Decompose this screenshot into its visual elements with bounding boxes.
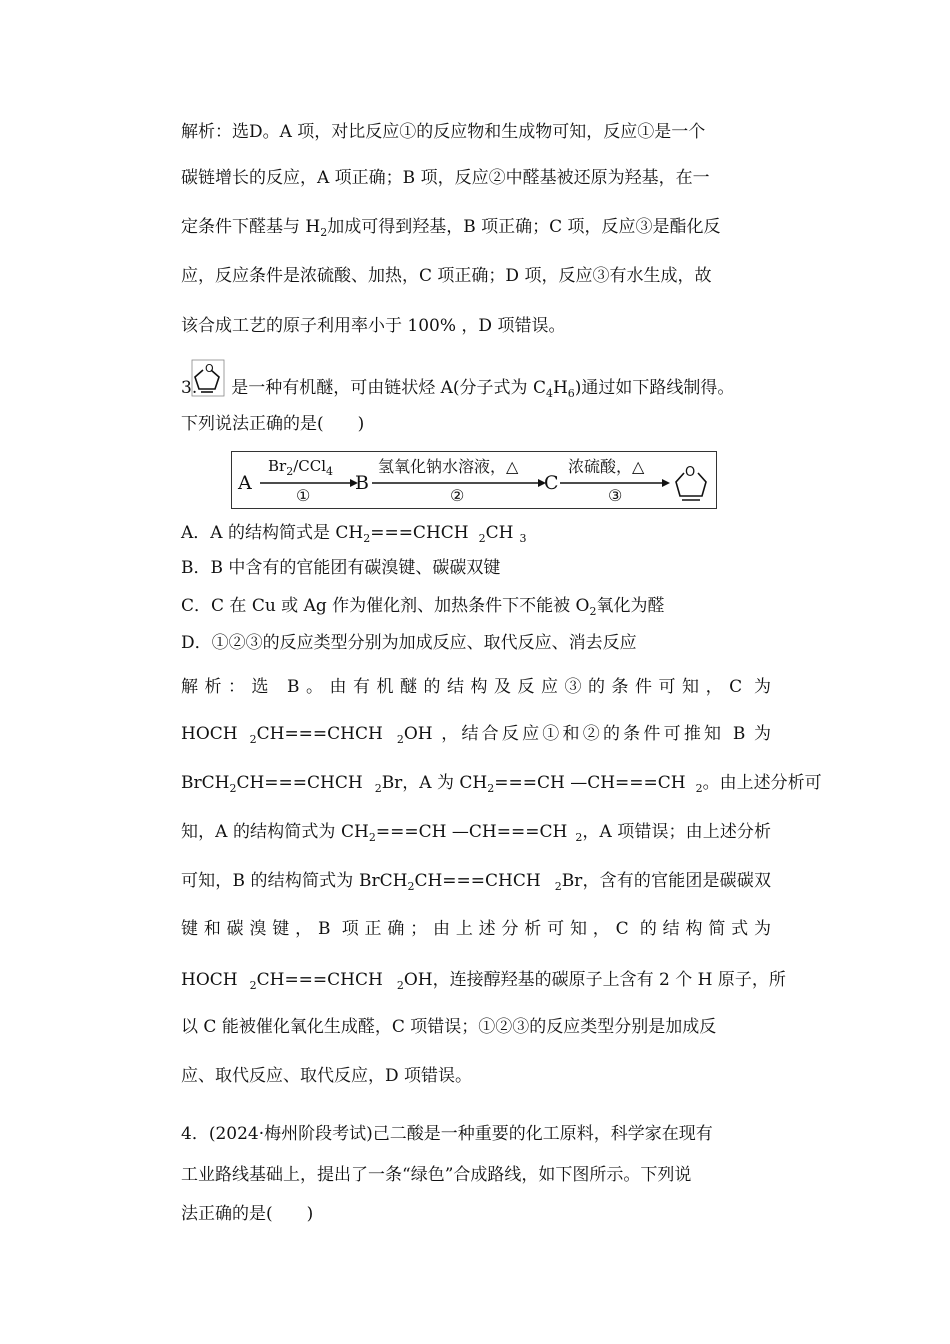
subscript: 2 — [249, 733, 257, 746]
text: /CCl — [293, 457, 327, 475]
subscript: 2 — [368, 831, 376, 844]
subscript: 2 — [478, 532, 486, 545]
text: 定条件下醛基与 H — [181, 217, 321, 237]
subscript: 2 — [363, 532, 371, 545]
q2-analysis-line-3 — [181, 215, 771, 239]
q2-analysis-line-2: 碳链增长的反应，A 项正确；B 项，反应②中醛基被还原为羟基，在一 — [181, 168, 710, 188]
q3-analysis-line-9: 应、取代反应、取代反应，D 项错误。 — [181, 1066, 473, 1086]
compound-b-label: B — [355, 472, 369, 494]
q3-analysis-line-6: 键和碳溴键，B 项正确；由上述分析可知，C 的结构简式为 — [181, 919, 771, 939]
subscript: 2 — [575, 831, 583, 844]
text: CH===CHCH — [236, 773, 363, 793]
text: 加成可得到羟基，B 项正确；C 项，反应③是酯化反 — [327, 217, 721, 237]
text: A．A 的结构简式是 CH — [181, 523, 364, 543]
step-2-number: ② — [450, 486, 465, 505]
option-c — [181, 594, 771, 618]
reagent-3-label: 浓硫酸，△ — [568, 457, 645, 476]
q3-analysis-line-4 — [181, 820, 771, 844]
subscript: 2 — [695, 782, 703, 795]
text: CH — [485, 523, 514, 543]
text: Br，A 为 CH — [381, 773, 488, 793]
text: C．C 在 Cu 或 Ag 作为催化剂、加热条件下不能被 O — [181, 596, 590, 616]
option-a — [181, 521, 771, 545]
q3-analysis-line-3 — [181, 771, 822, 795]
text: Br，含有的官能团是碳碳双 — [561, 871, 771, 891]
text: BrCH — [181, 773, 230, 793]
compound-c-label: C — [544, 472, 559, 494]
text: 知，A 的结构简式为 CH — [181, 822, 369, 842]
text: CH===CHCH — [256, 724, 383, 744]
text: OH，连接醇羟基的碳原子上含有 2 个 H 原子，所 — [403, 970, 786, 990]
q3-stem-line-1 — [181, 376, 771, 400]
text: ===CHCH — [370, 523, 469, 543]
text: 氧化为醛 — [596, 596, 665, 616]
text: HOCH — [181, 724, 238, 744]
furan-ring-structure-icon — [189, 358, 227, 398]
subscript: 3 — [519, 532, 527, 545]
q3-analysis-line-8: 以 C 能被催化氧化生成醛，C 项错误；①②③的反应类型分别是加成反 — [181, 1017, 717, 1037]
text: HOCH — [181, 970, 238, 990]
reaction-scheme — [231, 451, 717, 509]
text: CH===CHCH — [256, 970, 383, 990]
subscript: 2 — [396, 733, 404, 746]
q3-analysis-line-1: 解析：选 B。由有机醚的结构及反应③的条件可知，C 为 — [181, 677, 771, 697]
text: ，A 项错误；由上述分析 — [582, 822, 772, 842]
subscript: 2 — [249, 979, 257, 992]
text: 。由上述分析可 — [702, 773, 822, 793]
text: Br — [268, 457, 287, 475]
reagent-2-label: 氢氧化钠水溶液，△ — [378, 457, 519, 476]
text: )通过如下路线制得。 — [574, 378, 735, 398]
q2-analysis-line-5: 该合成工艺的原子利用率小于 100% ，D 项错误。 — [181, 316, 566, 336]
text: ===CH —CH===CH — [494, 773, 686, 793]
q3-analysis-line-2 — [181, 722, 771, 746]
ring-oxygen-label: O — [205, 362, 214, 375]
question-number: 3. — [181, 378, 198, 398]
subscript: 2 — [320, 226, 328, 239]
q2-analysis-line-4: 应，反应条件是浓硫酸、加热，C 项正确；D 项，反应③有水生成，故 — [181, 266, 712, 286]
text: ===CH —CH===CH — [375, 822, 568, 842]
q3-analysis-line-7 — [181, 968, 786, 992]
subscript: 6 — [567, 387, 575, 400]
q3-analysis-line-5 — [181, 869, 771, 893]
q2-analysis-line-1: 解析：选D。A 项，对比反应①的反应物和生成物可知，反应①是一个 — [181, 122, 706, 142]
step-1-number: ① — [296, 486, 311, 505]
text: 是一种有机醚，可由链状烃 A(分子式为 C — [231, 378, 546, 398]
product-furan-ring-icon — [676, 465, 706, 500]
q4-stem-line-2: 工业路线基础上，提出了一条“绿色”合成路线，如下图所示。下列说 — [181, 1165, 692, 1185]
subscript: 2 — [487, 782, 495, 795]
compound-a-label: A — [238, 472, 252, 494]
product-ring-oxygen-label: O — [685, 465, 696, 480]
subscript: 2 — [396, 979, 404, 992]
text: OH ，结合反应①和②的条件可推知 B 为 — [403, 724, 771, 744]
subscript: 2 — [229, 782, 237, 795]
subscript: 2 — [286, 465, 294, 478]
text: CH===CHCH — [414, 871, 541, 891]
subscript: 2 — [589, 605, 597, 618]
subscript: 4 — [326, 465, 334, 478]
reagent-1-label — [268, 457, 334, 478]
subscript: 2 — [374, 782, 382, 795]
subscript: 2 — [407, 880, 415, 893]
subscript: 4 — [545, 387, 553, 400]
subscript: 2 — [554, 880, 562, 893]
text: H — [552, 378, 568, 398]
q4-stem-line-3: 法正确的是( ) — [181, 1204, 314, 1224]
q4-stem-line-1: 4．(2024·梅州阶段考试)己二酸是一种重要的化工原料，科学家在现有 — [181, 1124, 713, 1144]
option-b: B．B 中含有的官能团有碳溴键、碳碳双键 — [181, 558, 501, 578]
option-d: D．①②③的反应类型分别为加成反应、取代反应、消去反应 — [181, 633, 637, 653]
step-3-number: ③ — [608, 486, 623, 505]
q3-stem-line-2: 下列说法正确的是( ) — [181, 414, 365, 434]
text: 可知，B 的结构简式为 BrCH — [181, 871, 408, 891]
